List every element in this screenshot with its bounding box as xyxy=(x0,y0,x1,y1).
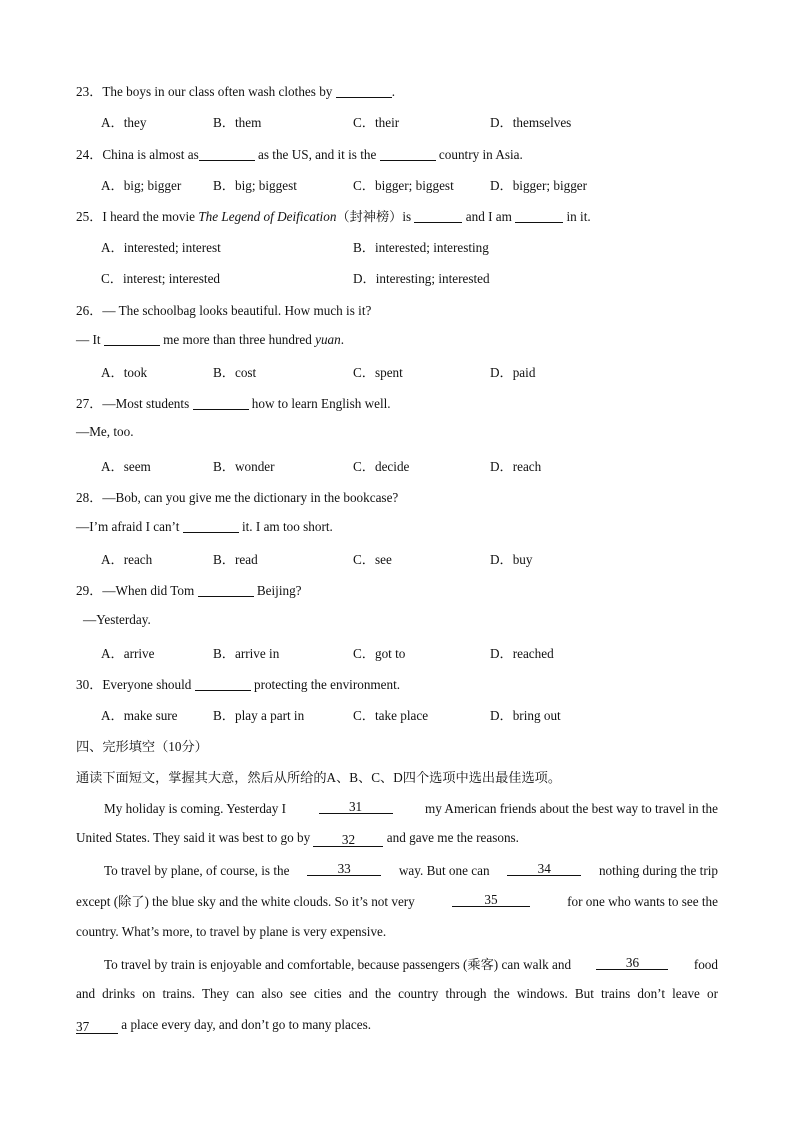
q29-text-end: Beijing? xyxy=(253,583,302,598)
passage-text: To travel by plane, of course, is the xyxy=(104,863,290,878)
passage-text: a place every day, and don’t go to many places. xyxy=(118,1017,372,1032)
q23-option-c: C．their xyxy=(353,115,400,130)
q30-option-b: B．play a part in xyxy=(213,708,305,723)
question-30-stem xyxy=(76,674,400,693)
q24-text: 24．China is almost as xyxy=(76,147,199,162)
q28-option-c: C．see xyxy=(353,552,392,567)
passage-text: my American friends about the best way to travel in the xyxy=(425,801,718,816)
question-27-line-2: —Me, too. xyxy=(76,424,134,439)
q23-text-end: . xyxy=(391,84,395,99)
q25-option-a: A．interested; interest xyxy=(101,240,221,255)
q23-option-d: D．themselves xyxy=(490,115,572,130)
passage-text: and gave me the reasons. xyxy=(383,830,519,845)
passage-text: food xyxy=(693,957,718,972)
q24-text-end: country in Asia. xyxy=(435,147,523,162)
q28-text: —I’m afraid I can’t xyxy=(76,519,183,534)
q30-option-c: C．take place xyxy=(353,708,429,723)
question-28-line-1: 28．—Bob, can you give me the dictionary in the bookcase? xyxy=(76,490,399,505)
passage-text: way. But one can xyxy=(398,863,490,878)
passage-p2-line-1 xyxy=(104,861,718,881)
answer-blank xyxy=(183,518,239,533)
passage-text: except (除了) the blue sky and the white clouds. So it’s not very xyxy=(76,894,415,909)
q27-text: 27．—Most students xyxy=(76,396,193,411)
q27-option-d: D．reach xyxy=(490,459,542,474)
q27-option-a: A．seem xyxy=(101,459,151,474)
passage-text: My holiday is coming. Yesterday I xyxy=(104,801,287,816)
q28-option-d: D．buy xyxy=(490,552,533,567)
question-26-line-2 xyxy=(76,331,344,348)
passage-p3-line-3 xyxy=(76,1017,371,1034)
question-23-stem xyxy=(76,81,395,100)
q30-option-d: D．bring out xyxy=(490,708,561,723)
cloze-blank-34: 34 xyxy=(507,861,581,876)
q26-text-mid: me more than three hundred xyxy=(159,332,316,347)
q26-text: — It xyxy=(76,332,104,347)
question-24-stem xyxy=(76,144,523,163)
q29-option-a: A．arrive xyxy=(101,646,155,661)
currency-word: yuan xyxy=(315,332,341,347)
q24-option-d: D．bigger; bigger xyxy=(490,178,588,193)
cloze-blank-32: 32 xyxy=(313,832,383,847)
cloze-blank-35: 35 xyxy=(452,892,530,907)
question-25-stem xyxy=(76,206,591,225)
section-heading: 四、完形填空（10分） xyxy=(76,739,208,754)
passage-p1-line-1 xyxy=(104,799,718,819)
q24-text-mid: as the US, and it is the xyxy=(254,147,380,162)
q27-text-end: how to learn English well. xyxy=(248,396,391,411)
passage-p2-line-3: country. What’s more, to travel by plane is very expensive. xyxy=(76,924,387,939)
q29-option-c: C．got to xyxy=(353,646,406,661)
q26-option-b: B．cost xyxy=(213,365,257,380)
passage-text: for one who wants to see the xyxy=(567,894,718,909)
q24-option-a: A．big; bigger xyxy=(101,178,182,193)
cloze-blank-33: 33 xyxy=(307,861,381,876)
movie-title: The Legend of Deification xyxy=(198,209,337,224)
question-26-line-1: 26．— The schoolbag looks beautiful. How much is it? xyxy=(76,303,372,318)
q23-option-a: A．they xyxy=(101,115,147,130)
answer-blank xyxy=(199,146,255,161)
question-28-line-2 xyxy=(76,518,333,535)
section-instruction: 通读下面短文，掌握其大意，然后从所给的A、B、C、D四个选项中选出最佳选项。 xyxy=(76,770,562,785)
passage-p1-line-2 xyxy=(76,830,519,847)
passage-p3-line-1 xyxy=(104,955,718,975)
q26-option-d: D．paid xyxy=(490,365,536,380)
q25-option-d: D．interesting; interested xyxy=(353,271,490,286)
cloze-blank-36: 36 xyxy=(596,955,668,970)
cloze-blank-37: 37 xyxy=(76,1019,118,1034)
q29-text: 29．—When did Tom xyxy=(76,583,198,598)
answer-blank xyxy=(336,83,392,98)
answer-blank xyxy=(380,146,436,161)
passage-p3-line-2: and drinks on trains. They can also see cities and the country through the windows. But trains don’t leave or xyxy=(76,986,718,1001)
q29-option-d: D．reached xyxy=(490,646,554,661)
passage-text: United States. They said it was best to go by xyxy=(76,830,314,845)
answer-blank xyxy=(193,395,249,410)
cloze-blank-31: 31 xyxy=(319,799,393,814)
answer-blank xyxy=(104,331,160,346)
q25-text-c: and I am xyxy=(462,209,516,224)
q28-option-b: B．read xyxy=(213,552,258,567)
q30-text: 30．Everyone should xyxy=(76,677,195,692)
q24-option-b: B．big; biggest xyxy=(213,178,297,193)
q25-option-c: C．interest; interested xyxy=(101,271,221,286)
q28-option-a: A．reach xyxy=(101,552,153,567)
q23-option-b: B．them xyxy=(213,115,262,130)
answer-blank xyxy=(515,208,563,223)
question-29-line-1 xyxy=(76,580,302,599)
question-27-line-1 xyxy=(76,393,391,412)
q25-option-b: B．interested; interesting xyxy=(353,240,489,255)
q27-option-c: C．decide xyxy=(353,459,410,474)
q28-text-end: it. I am too short. xyxy=(238,519,333,534)
q26-option-c: C．spent xyxy=(353,365,403,380)
q26-option-a: A．took xyxy=(101,365,148,380)
passage-p2-line-2 xyxy=(76,892,718,912)
q30-option-a: A．make sure xyxy=(101,708,178,723)
q29-option-b: B．arrive in xyxy=(213,646,280,661)
answer-blank xyxy=(414,208,462,223)
q25-text: 25．I heard the movie xyxy=(76,209,199,224)
q25-text-end: in it. xyxy=(563,209,591,224)
q30-text-end: protecting the environment. xyxy=(250,677,401,692)
q26-text-end: . xyxy=(340,332,345,347)
answer-blank xyxy=(195,676,251,691)
q27-option-b: B．wonder xyxy=(213,459,275,474)
answer-blank xyxy=(198,582,254,597)
passage-text: nothing during the trip xyxy=(598,863,718,878)
q23-text: 23．The boys in our class often wash clothes by xyxy=(76,84,336,99)
question-29-line-2: —Yesterday. xyxy=(83,612,151,627)
passage-text: To travel by train is enjoyable and comfortable, because passengers (乘客) can walk and xyxy=(104,957,572,972)
q25-text-b: （封神榜）is xyxy=(336,209,415,224)
q24-option-c: C．bigger; biggest xyxy=(353,178,454,193)
